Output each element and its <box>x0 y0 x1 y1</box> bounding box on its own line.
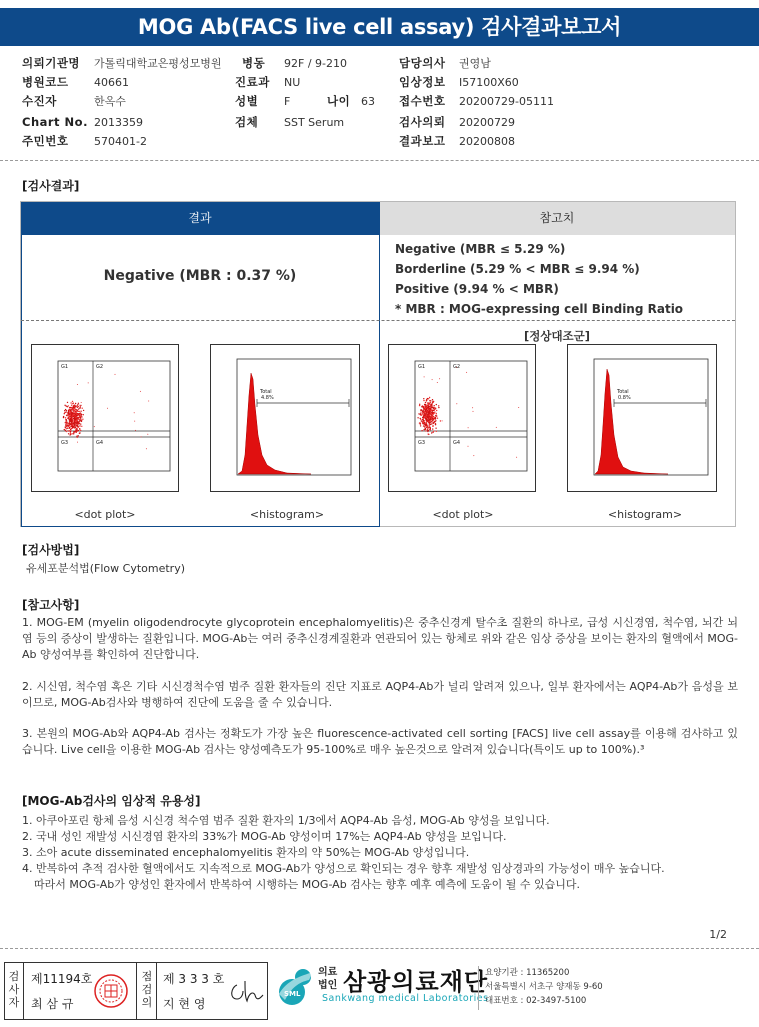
utility-item: 1. 아쿠아포린 항체 음성 시신경 척수염 범주 질환 환자의 1/3에서 AQP4-Ab 음성, MOG-Ab 양성을 보입니다. <box>22 814 550 827</box>
reference-column-header: 참고치 <box>379 202 735 235</box>
org-name: 삼광의료재단 <box>343 968 489 996</box>
quad-label-g2: G2 <box>96 364 104 370</box>
control-dot-plot <box>388 344 536 492</box>
control-hist-value: 0.8% <box>618 395 631 401</box>
resident-value: 570401-2 <box>94 135 147 148</box>
patient-histogram <box>210 344 360 492</box>
method-text: 유세포분석법(Flow Cytometry) <box>26 562 186 575</box>
control-histogram-peak <box>595 369 668 474</box>
results-section-title: [검사결과] <box>22 179 80 193</box>
doctor-label: 담당의사 <box>399 56 446 70</box>
info-row <box>22 92 742 111</box>
examiner-name: 최 삼 규 <box>31 997 74 1011</box>
request-value: 20200729 <box>459 116 515 129</box>
org-address: 서울특별시 서초구 양재동 9-60 <box>485 982 603 992</box>
notes-title: [참고사항] <box>22 598 80 612</box>
utility-item: 4. 반복하여 추적 검사한 혈액에서도 지속적으로 MOG-Ab가 양성으로 확인되는 경우 향후 재발성 임상경과의 가능성이 매우 높습니다. <box>22 862 665 875</box>
normal-control-label: [정상대조군] <box>523 329 591 343</box>
utility-title: [MOG-Ab검사의 임상적 유용성] <box>22 794 201 808</box>
patient-value: 한옥수 <box>94 95 126 108</box>
legal-entity-label: 의료 법인 <box>318 967 338 991</box>
control-dot-cloud <box>417 367 519 458</box>
patient-dot-cloud <box>63 374 149 449</box>
confirm-vertical-label: 점 검 의 <box>141 970 153 1009</box>
result-divider <box>21 320 735 321</box>
ref-borderline: Borderline (5.29 % < MBR ≤ 9.94 %) <box>395 262 640 276</box>
institution-label: 의뢰기관명 <box>22 56 81 70</box>
result-column-header: 결과 <box>21 202 379 235</box>
sex-label: 성별 <box>235 94 259 108</box>
utility-conclusion: 따라서 MOG-Ab가 양성인 환자에서 반복하여 시행하는 MOG-Ab 검사는 향후 예후 예측에 도움이 될 수 있습니다. <box>34 878 581 891</box>
clinical-label: 임상정보 <box>399 75 446 89</box>
page-number: 1/2 <box>709 928 727 941</box>
dept-label: 진료과 <box>235 75 270 89</box>
divider <box>0 160 759 161</box>
ref-note: * MBR : MOG-expressing cell Binding Ratio <box>395 302 684 316</box>
patient-label: 수진자 <box>22 94 57 108</box>
doctor-value: 권영남 <box>459 57 491 70</box>
request-label: 검사의뢰 <box>399 115 446 129</box>
patient-hist-value: 4.8% <box>261 395 274 401</box>
info-row <box>22 113 742 132</box>
quad-label-g2: G2 <box>453 364 461 370</box>
ward-label: 병동 <box>242 56 266 70</box>
quad-label-g1: G1 <box>418 364 426 370</box>
utility-list <box>22 813 738 893</box>
notes-paragraph-1: 1. MOG-EM (myelin oligodendrocyte glycoprotein encephalomyelitis)은 중추신경계 탈수초 질환의 하나로, 급성 시신경염, 척수염, 뇌간 뇌염 등의 증상이 발생하는 질환입니다. MOG-Ab는 여러 중추신경계질환과 연관되어 있는 항체로 위와 같은 임상 증상을 보이는 환자의 혈액에서 MOG-Ab 양성여부를 확인하여 진단합니다. <box>22 616 738 661</box>
ward-value: 92F / 9-210 <box>284 57 347 70</box>
resident-label: 주민번호 <box>22 134 69 148</box>
quad-label-g4: G4 <box>453 440 461 446</box>
specimen-label: 검체 <box>235 115 259 129</box>
confirm-name: 지 현 영 <box>163 997 206 1011</box>
quad-label-g3: G3 <box>418 440 426 446</box>
reference-ranges <box>395 239 683 319</box>
quad-label-g1: G1 <box>61 364 69 370</box>
sml-logo-icon <box>273 964 317 1008</box>
info-row <box>22 132 742 151</box>
org-english-name: Sankwang medical Laboratories <box>322 993 489 1004</box>
hospital-code-label: 병원코드 <box>22 75 69 89</box>
logo-text: SML <box>284 990 301 998</box>
divider <box>0 948 759 949</box>
quad-label-g3: G3 <box>61 440 69 446</box>
result-value: Negative (MBR : 0.37 %) <box>103 268 297 284</box>
care-number: 요양기관 : 11365200 <box>485 968 570 978</box>
patient-dot-caption: <dot plot> <box>74 508 136 521</box>
info-row <box>22 73 742 92</box>
reception-value: 20200729-05111 <box>459 95 554 108</box>
institution-value: 가톨릭대학교은평성모병원 <box>94 57 222 70</box>
ref-negative: Negative (MBR ≤ 5.29 %) <box>395 242 566 256</box>
hospital-code-value: 40661 <box>94 76 129 89</box>
report-title: MOG Ab(FACS live cell assay) 검사결과보고서 <box>0 8 759 46</box>
confirm-number: 제 3 3 3 호 <box>163 972 225 986</box>
examiner-number: 제11194호 <box>31 972 93 986</box>
ref-positive: Positive (9.94 % < MBR) <box>395 282 559 296</box>
notes-paragraph-3: 3. 본원의 MOG-Ab와 AQP4-Ab 검사는 정확도가 가장 높은 fluorescence-activated cell sorting [FACS] live cell assay를 이용해 검사하고 있습니다. Live cell을 이용한 MOG-Ab 검사는 양성예측도가 95-100%로 매우 높은것으로 알려져 있습니다(특이도 up to 100%).³ <box>22 727 738 756</box>
signature-icon <box>225 977 265 1007</box>
utility-item: 2. 국내 성인 재발성 시신경염 환자의 33%가 MOG-Ab 양성이며 17%는 AQP4-Ab 양성을 보입니다. <box>22 830 507 843</box>
age-value: 63 <box>361 95 375 108</box>
examiner-vertical-label: 검 사 자 <box>8 970 20 1009</box>
footer-separator <box>478 966 480 1010</box>
info-row <box>22 54 742 73</box>
sex-value: F <box>284 95 291 108</box>
footer <box>0 952 759 1027</box>
control-hist-label: Total <box>617 389 629 395</box>
org-phone: 대표번호 : 02-3497-5100 <box>485 996 587 1006</box>
patient-hist-caption: <histogram> <box>249 508 325 521</box>
report-label: 결과보고 <box>399 134 446 148</box>
chart-value: 2013359 <box>94 116 143 129</box>
patient-hist-label: Total <box>260 389 272 395</box>
age-label: 나이 <box>327 94 351 108</box>
utility-item: 3. 소아 acute disseminated encephalomyelitis 환자의 약 50%는 MOG-Ab 양성입니다. <box>22 846 470 859</box>
chart-label: Chart No. <box>22 115 88 129</box>
control-dot-caption: <dot plot> <box>432 508 494 521</box>
org-contact <box>485 966 603 1008</box>
notes-paragraph-2: 2. 시신염, 척수염 혹은 기타 시신경척수염 범주 질환 환자들의 진단 지표로 AQP4-Ab가 널리 알려져 있으나, 일부 환자에서는 AQP4-Ab가 음성을 보이므로, MOG-Ab검사와 병행하여 진단에 도움을 줄 수 있습니다. <box>22 680 738 709</box>
specimen-value: SST Serum <box>284 116 345 129</box>
result-table <box>20 201 736 527</box>
report-value: 20200808 <box>459 135 515 148</box>
reception-label: 접수번호 <box>399 94 446 108</box>
signature-box <box>4 962 268 1020</box>
clinical-value: I57100X60 <box>459 76 519 89</box>
control-hist-caption: <histogram> <box>607 508 683 521</box>
examiner-seal <box>93 973 129 1009</box>
quad-label-g4: G4 <box>96 440 104 446</box>
dept-value: NU <box>284 76 301 89</box>
control-histogram <box>567 344 717 492</box>
patient-histogram-peak <box>238 373 311 474</box>
method-title: [검사방법] <box>22 543 80 557</box>
patient-dot-plot <box>31 344 179 492</box>
